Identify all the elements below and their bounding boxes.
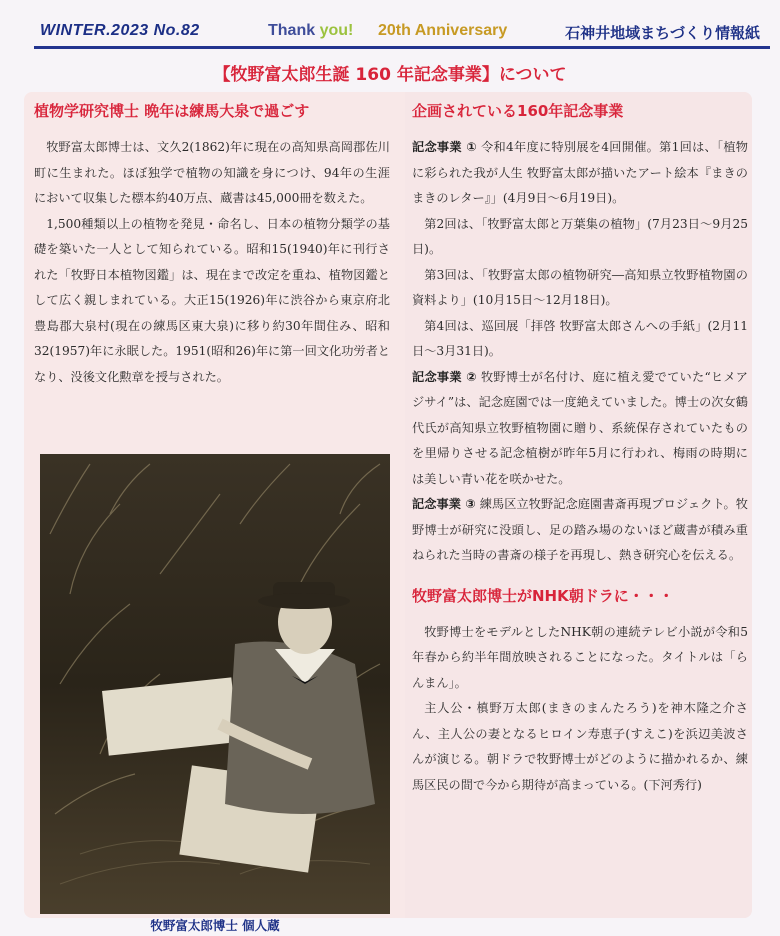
thank-word: Thank [268,22,320,39]
masthead [0,0,780,46]
left-heading: 植物学研究博士 晩年は練馬大泉で過ごす [34,102,310,120]
you-word: you! [319,22,354,39]
right-column [412,100,748,798]
event3-text: 練馬区立牧野記念庭園書斎再現プロジェクト。牧野博士が研究に没頭し、足の踏み場のないほど蔵書が積み重ねられた当時の書斎の様子を再現し、熱き研究心を伝える。 [412,497,748,562]
left-column [34,100,390,390]
nhk-heading: 牧野富太郎博士がNHK朝ドラに・・・ [412,586,674,605]
event1-paragraph [412,135,748,212]
page-title: 【牧野富太郎生誕 160 年記念事業】について [213,65,567,85]
event1-fourth: 第4回は、巡回展「拝啓 牧野富太郎さんへの手紙」(2月11日～3月31日)。 [412,318,748,358]
event1-third: 第3回は、「牧野富太郎の植物研究―高知県立牧野植物園の資料より」(10月15日～12月18日)。 [412,267,748,307]
header-rule [34,46,770,49]
paper-name: 石神井地域まちづくり情報紙 [565,24,760,42]
event3-paragraph [412,492,748,569]
issue-label: WINTER.2023 No.82 [40,22,200,39]
portrait-photo [40,454,390,914]
anniversary-text: 20th Anniversary [378,22,508,39]
nhk-paragraph-2: 主人公・槙野万太郎(まきのまんたろう)を神木隆之介さん、主人公の妻となるヒロイン寿恵子(すえこ)を浜辺美波さんが演じる。朝ドラで牧野博士がどのように描かれるか、練馬区民の間で今から期待が高まっている。(下河秀行) [412,701,748,792]
left-paragraph-1: 牧野富太郎博士は、文久2(1862)年に現在の高知県高岡郡佐川町に生まれた。ほぼ独学で植物の知識を身につけ、94年の生涯において収集した標本約40万点、蔵書は45,000冊を数えた。 [34,140,390,205]
photo-caption: 牧野富太郎博士 個人蔵 [150,918,280,933]
right-heading: 企画されている160年記念事業 [412,102,624,120]
event2-text: 牧野博士が名付け、庭に植え愛でていた“ヒメアジサイ”は、記念庭園では一度絶えていました。博士の次女鶴代氏が高知県立牧野植物園に贈り、系統保存されていたものを里帰りさせる記念植樹が昨年5月に行われ、梅雨の時期には美しい青い花を咲かせた。 [412,369,748,486]
event2-label: 記念事業 ② [412,369,477,384]
event1-second: 第2回は、「牧野富太郎と万葉集の植物」(7月23日～9月25日)。 [412,216,748,256]
thank-you-text [268,22,353,40]
event1-label: 記念事業 ① [412,140,477,154]
event2-paragraph [412,365,748,493]
portrait-illustration [40,454,390,914]
event3-label: 記念事業 ③ [412,497,476,511]
event1-text: 令和4年度に特別展を4回開催。第1回は、「植物に彩られた我が人生 牧野富太郎が描いたアート絵本『まきのまきのレター』」(4月9日～6月19日)。 [412,140,748,205]
left-paragraph-2: 1,500種類以上の植物を発見・命名し、日本の植物分類学の基礎を築いた一人として知られている。昭和15(1940)年に刊行された「牧野日本植物図鑑」は、現在まで改定を重ね、植物図鑑として広く親しまれている。大正15(1926)年に渋谷から東京府北豊島郡大泉村(現在の練馬区東大泉)に移り約30年間住み、昭和32(1957)年に永眠した。1951(昭和26)年に第一回文化功労者となり、没後文化勲章を授与された。 [34,216,390,384]
nhk-paragraph-1: 牧野博士をモデルとしたNHK朝の連続テレビ小説が令和5年春から約半年間放映されることになった。タイトルは「らんまん」。 [412,624,748,690]
